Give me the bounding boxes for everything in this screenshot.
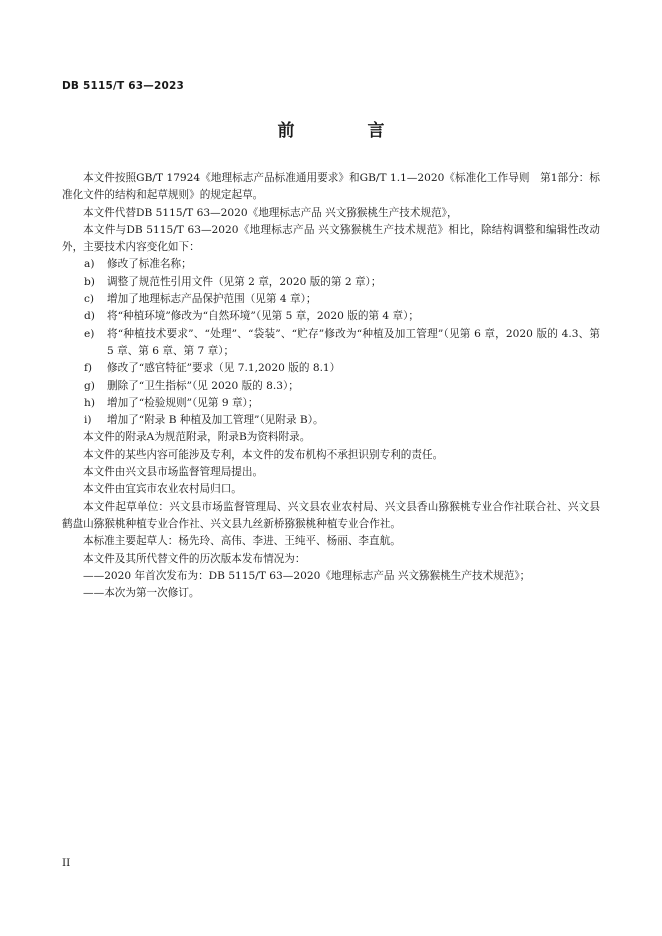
list-item-text: 将“种植环境”修改为“自然环境”（见第 5 章，2020 版的第 4 章）； bbox=[107, 310, 419, 323]
paragraph: 本文件由宜宾市农业农村局归口。 bbox=[83, 483, 242, 496]
list-item-text: 增加了地理标志产品保护范围（见第 4 章）； bbox=[107, 293, 317, 306]
list-marker: g) bbox=[84, 379, 95, 392]
paragraph: 本文件的附录A为规范附录，附录B为资料附录。 bbox=[83, 431, 311, 444]
list-marker: f) bbox=[84, 362, 93, 375]
list-item-text: 调整了规范性引用文件（见第 2 章，2020 版的第 2 章）； bbox=[107, 275, 382, 288]
list-item bbox=[62, 256, 600, 273]
list-item bbox=[62, 378, 600, 395]
list-marker: c) bbox=[84, 293, 95, 306]
foreword-body bbox=[62, 170, 600, 602]
list-item-text: 修改了标准名称； bbox=[107, 258, 192, 271]
document-code: DB 5115/T 63—2023 bbox=[62, 80, 184, 92]
list-marker: e) bbox=[84, 327, 95, 340]
list-item bbox=[62, 395, 600, 412]
paragraph: 本标准主要起草人：杨先玲、高伟、李进、王纯平、杨丽、李直航。 bbox=[83, 535, 401, 548]
changes-list bbox=[62, 256, 600, 429]
list-item-text: 增加了“附录 B 种植及加工管理”（见附录 B）。 bbox=[107, 414, 324, 427]
list-item-text: 将“种植技术要求”、“处理”、“袋装”、“贮存”修改为“种植及加工管理”（见第 6 章，2020 版的 4.3、第 5 章、第 6 章、第 7 章）； bbox=[107, 327, 600, 357]
paragraph: 本文件起草单位：兴文县市场监督管理局、兴文县农业农村局、兴文县香山猕猴桃专业合作社联合社、兴文县鹤盘山猕猴桃种植专业合作社、兴文县九丝新桥猕猴桃种植专业合作社。 bbox=[62, 500, 600, 530]
list-item bbox=[62, 412, 600, 429]
list-marker: d) bbox=[84, 310, 95, 323]
paragraph: ——本次为第一次修订。 bbox=[83, 587, 200, 600]
list-marker: b) bbox=[84, 275, 95, 288]
list-item-text: 删除了“卫生指标”（见 2020 版的 8.3）； bbox=[107, 379, 299, 392]
paragraph: 本文件与DB 5115/T 63—2020《地理标志产品 兴文猕猴桃生产技术规范》相比，除结构调整和编辑性改动外，主要技术内容变化如下： bbox=[62, 223, 600, 254]
paragraph: 本文件的某些内容可能涉及专利，本文件的发布机构不承担识别专利的责任。 bbox=[83, 448, 444, 461]
list-marker: a) bbox=[84, 258, 95, 271]
list-item bbox=[62, 291, 600, 308]
paragraph: 本文件按照GB/T 17924《地理标志产品标准通用要求》和GB/T 1.1—2020《标准化工作导则 第1部分：标准化文件的结构和起草规则》的规定起草。 bbox=[62, 172, 600, 202]
list-marker: i) bbox=[84, 414, 92, 427]
paragraph: ——2020 年首次发布为：DB 5115/T 63—2020《地理标志产品 兴文猕猴桃生产技术规范》； bbox=[83, 569, 531, 582]
paragraph: 本文件由兴文县市场监督管理局提出。 bbox=[83, 466, 264, 479]
list-item bbox=[62, 360, 600, 377]
page-number: II bbox=[62, 857, 71, 869]
paragraph: 本文件代替DB 5115/T 63—2020《地理标志产品 兴文猕猴桃生产技术规范》， bbox=[83, 206, 458, 219]
list-item bbox=[62, 308, 600, 325]
page-title: 前 言 bbox=[277, 121, 413, 141]
list-item-text: 增加了“检验规则”（见第 9 章）； bbox=[107, 396, 259, 409]
list-marker: h) bbox=[84, 396, 95, 409]
paragraph: 本文件及其所代替文件的历次版本发布情况为： bbox=[83, 552, 306, 565]
list-item bbox=[62, 274, 600, 291]
list-item bbox=[62, 326, 600, 361]
list-item-text: 修改了“感官特征”要求（见 7.1,2020 版的 8.1） bbox=[107, 362, 341, 375]
